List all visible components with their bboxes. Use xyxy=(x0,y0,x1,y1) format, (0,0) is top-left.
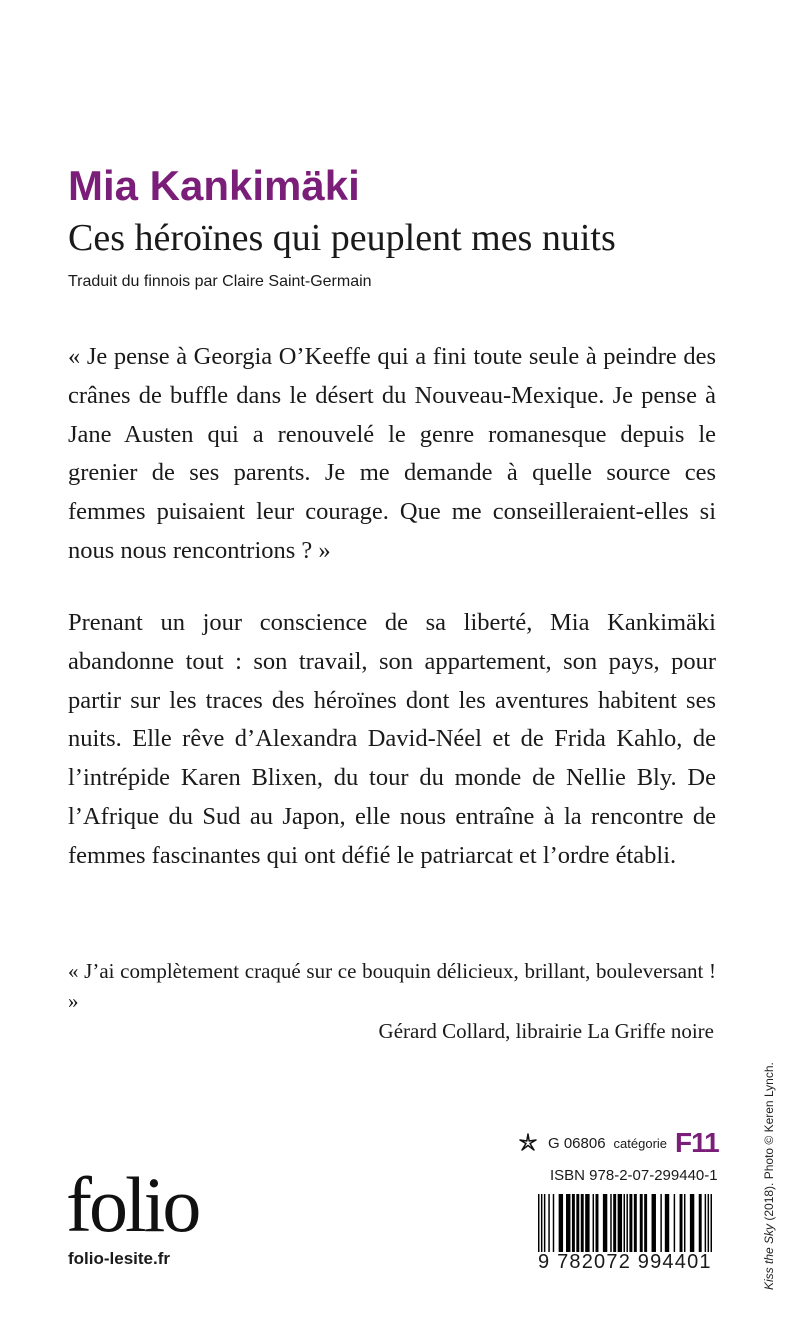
barcode-bar xyxy=(708,1194,709,1252)
barcode-bar xyxy=(629,1194,632,1252)
catalog-code-line xyxy=(516,1128,719,1158)
barcode-bar xyxy=(593,1194,594,1252)
barcode-bar xyxy=(665,1194,669,1252)
barcode-bar xyxy=(613,1194,616,1252)
barcode-bar xyxy=(699,1194,702,1252)
price-category: F11 xyxy=(675,1127,719,1158)
barcode-bar xyxy=(538,1194,539,1252)
barcode-bar xyxy=(541,1194,542,1252)
folio-logo: folio xyxy=(66,1161,199,1248)
folio-star-icon xyxy=(516,1131,540,1155)
barcode-digits: 9 782072 994401 xyxy=(538,1251,712,1273)
author-name: Mia Kankimäki xyxy=(68,162,360,209)
barcode-bar xyxy=(610,1194,611,1252)
barcode-bar xyxy=(576,1194,579,1252)
publisher-website: folio-lesite.fr xyxy=(68,1249,171,1268)
barcode-bar xyxy=(624,1194,625,1252)
pull-quote: « Je pense à Georgia O’Keeffe qui a fini toute seule à peindre des crânes de buffle dans le désert du Nouveau-Mexique. Je pense à Jane Austen qui a renouvelé le genre romanesque depuis le grenier de ses parents. Je me demande à quelle source ces femmes puisaient leur courage. Que me conseilleraient-elles si nous nous rencontrions ? » xyxy=(68,343,716,564)
barcode-bar xyxy=(585,1194,589,1252)
artwork-title: Kiss the Sky xyxy=(762,1223,776,1290)
category-label: catégorie xyxy=(613,1135,668,1151)
photo-credit xyxy=(762,1062,776,1290)
barcode-bar xyxy=(680,1194,683,1252)
barcode-bar xyxy=(660,1194,661,1252)
translator-credit: Traduit du finnois par Claire Saint-Germain xyxy=(68,273,372,290)
barcode-bar xyxy=(634,1194,637,1252)
barcode-bar xyxy=(674,1194,675,1252)
barcode-bar xyxy=(581,1194,584,1252)
barcode-bar xyxy=(548,1194,549,1252)
barcode-bar xyxy=(544,1194,545,1252)
barcode-bar xyxy=(618,1194,622,1252)
isbn: ISBN 978-2-07-299440-1 xyxy=(550,1167,718,1184)
barcode-bar xyxy=(596,1194,599,1252)
barcode-bar xyxy=(566,1194,570,1252)
barcode-bar xyxy=(652,1194,656,1252)
barcode-bar xyxy=(572,1194,575,1252)
photo-credit-text: (2018). Photo © Keren Lynch. xyxy=(762,1062,776,1224)
barcode-bar xyxy=(684,1194,685,1252)
barcode-bar xyxy=(640,1194,643,1252)
barcode-bar xyxy=(626,1194,627,1252)
catalog-code: G 06806 xyxy=(548,1134,606,1152)
book-title: Ces héroïnes qui peuplent mes nuits xyxy=(68,217,616,259)
barcode-bar xyxy=(603,1194,607,1252)
review-attribution: Gérard Collard, librairie La Griffe noire xyxy=(378,1019,714,1043)
barcode xyxy=(538,1194,712,1252)
book-summary: Prenant un jour conscience de sa liberté, Mia Kankimäki abandonne tout : son travail, son appartement, son pays, pour partir sur les traces des héroïnes dont les aventures habitent ses nuits. Elle rêve d’Alexandra David-Néel et de Frida Kahlo, de l’intrépide Karen Blixen, du tour du monde de Nellie Bly. De l’Afrique du Sud au Japon, elle nous entraîne à la rencontre de femmes fascinantes qui ont défié le patriarcat et l’ordre établi. xyxy=(68,609,716,869)
review-quote: « J’ai complètement craqué sur ce bouquin délicieux, brillant, bouleversant ! » xyxy=(68,959,716,1013)
barcode-bar xyxy=(711,1194,712,1252)
barcode-bar xyxy=(705,1194,706,1252)
barcode-bar xyxy=(553,1194,554,1252)
barcode-bar xyxy=(559,1194,563,1252)
barcode-bar xyxy=(644,1194,647,1252)
barcode-bar xyxy=(690,1194,694,1252)
